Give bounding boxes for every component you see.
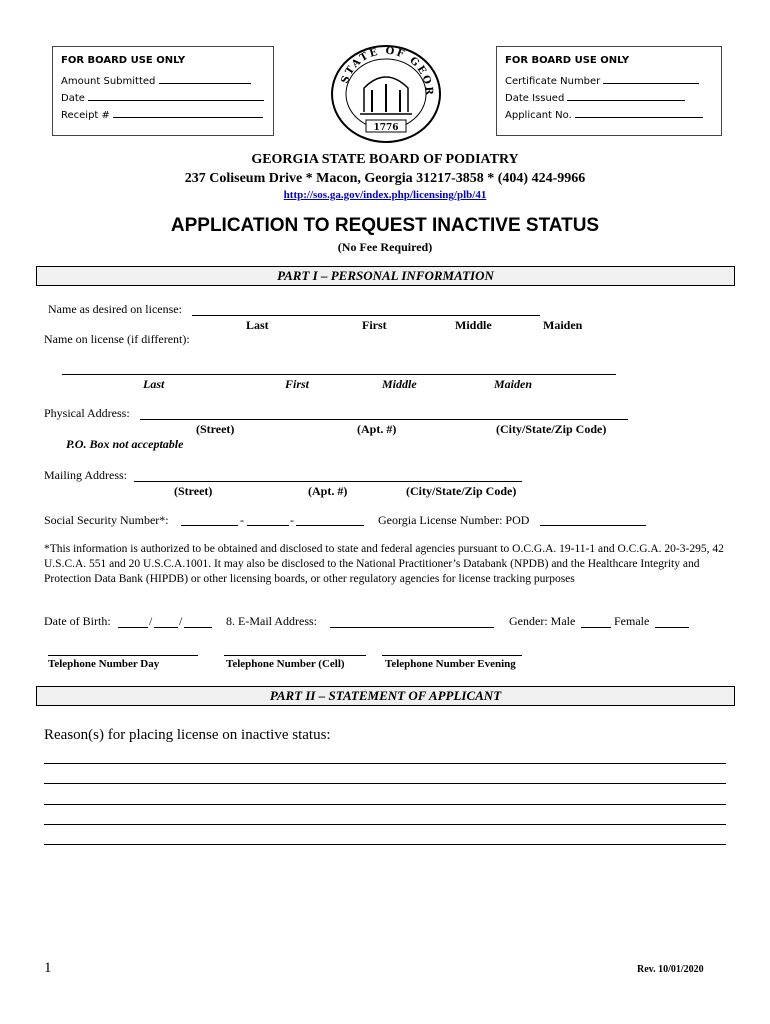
name-diff-label: Name on license (if different):	[44, 332, 190, 346]
gender-male-label: Gender: Male	[509, 614, 576, 628]
page-number: 1	[44, 960, 52, 976]
seal-year: 1776	[373, 123, 399, 133]
receipt-field[interactable]	[113, 107, 263, 118]
mailing-address-field[interactable]	[134, 481, 522, 482]
georgia-seal	[330, 44, 442, 144]
gender-female-label: Female	[614, 614, 650, 628]
ssn-field-1[interactable]	[181, 525, 238, 526]
phone-evening-field[interactable]	[382, 655, 522, 656]
name-col-middle: Middle	[455, 318, 492, 332]
name-col-last: Last	[246, 318, 269, 332]
name-col-maiden: Maiden	[543, 318, 583, 332]
reason-label: Reason(s) for placing license on inactive status:	[44, 727, 331, 743]
phone-evening-label: Telephone Number Evening	[385, 658, 516, 670]
applicant-no-label: Applicant No.	[505, 110, 572, 121]
dob-month-field[interactable]	[118, 627, 148, 628]
ssn-dash-2: -	[290, 513, 294, 527]
org-address: 237 Coliseum Drive * Macon, Georgia 31217-3858 * (404) 424-9966	[184, 171, 586, 186]
certificate-number-label: Certificate Number	[505, 76, 601, 87]
date-issued-field[interactable]	[567, 90, 685, 101]
part1-heading: PART I – PERSONAL INFORMATION	[36, 266, 735, 286]
mailing-col-city: (City/State/Zip Code)	[406, 484, 517, 498]
ssn-dash-1: -	[240, 513, 244, 527]
physical-col-apt: (Apt. #)	[357, 422, 397, 436]
name-diff-field[interactable]	[62, 374, 616, 375]
mailing-address-label: Mailing Address:	[44, 468, 127, 482]
gender-female-field[interactable]	[655, 627, 689, 628]
physical-address-label: Physical Address:	[44, 406, 130, 420]
org-name: GEORGIA STATE BOARD OF PODIATRY	[251, 152, 519, 167]
applicant-no-field[interactable]	[575, 107, 703, 118]
reason-line-5[interactable]	[44, 844, 726, 845]
date-issued-label: Date Issued	[505, 93, 565, 104]
license-number-field[interactable]	[540, 525, 646, 526]
box-title: FOR BOARD USE ONLY	[505, 55, 630, 66]
board-use-box-right	[496, 46, 722, 136]
dob-slash-1: /	[149, 614, 153, 628]
phone-day-field[interactable]	[48, 655, 198, 656]
receipt-label: Receipt #	[61, 110, 110, 121]
form-title: APPLICATION TO REQUEST INACTIVE STATUS	[170, 215, 600, 236]
phone-cell-label: Telephone Number (Cell)	[226, 658, 345, 670]
ssn-label: Social Security Number*:	[44, 513, 169, 527]
ssn-field-3[interactable]	[296, 525, 364, 526]
reason-line-1[interactable]	[44, 763, 726, 764]
revision-date: Rev. 10/01/2020	[637, 964, 704, 975]
name-diff-col-maiden: Maiden	[494, 377, 533, 391]
date-label: Date	[61, 93, 85, 104]
part2-heading: PART II – STATEMENT OF APPLICANT	[36, 686, 735, 706]
name-col-first: First	[362, 318, 387, 332]
amount-submitted-field[interactable]	[159, 73, 251, 84]
mailing-col-street: (Street)	[174, 484, 213, 498]
reason-line-2[interactable]	[44, 783, 726, 784]
board-website-link[interactable]: http://sos.ga.gov/index.php/licensing/plb/41	[283, 189, 487, 201]
phone-cell-field[interactable]	[224, 655, 366, 656]
seal-text: STATE OF GEOR	[339, 45, 435, 98]
gender-male-field[interactable]	[581, 627, 611, 628]
box-title: FOR BOARD USE ONLY	[61, 55, 186, 66]
form-subtitle: (No Fee Required)	[337, 240, 433, 254]
board-use-box-left	[52, 46, 274, 136]
amount-submitted-label: Amount Submitted	[61, 76, 156, 87]
reason-line-3[interactable]	[44, 804, 726, 805]
name-diff-col-last: Last	[143, 377, 165, 391]
reason-line-4[interactable]	[44, 824, 726, 825]
license-number-label: Georgia License Number: POD	[378, 513, 530, 527]
ssn-field-2[interactable]	[247, 525, 289, 526]
physical-address-field[interactable]	[140, 419, 628, 420]
physical-col-city: (City/State/Zip Code)	[496, 422, 607, 436]
name-diff-col-first: First	[285, 377, 310, 391]
dob-slash-2: /	[179, 614, 183, 628]
mailing-col-apt: (Apt. #)	[308, 484, 348, 498]
phone-day-label: Telephone Number Day	[48, 658, 160, 670]
dob-label: Date of Birth:	[44, 614, 111, 628]
certificate-number-field[interactable]	[603, 73, 699, 84]
dob-year-field[interactable]	[184, 627, 212, 628]
svg-text:STATE OF GEORGIA	[330, 44, 434, 97]
name-label: Name as desired on license:	[48, 302, 182, 316]
po-box-note: P.O. Box not acceptable	[66, 437, 184, 451]
dob-day-field[interactable]	[154, 627, 178, 628]
disclaimer-text: *This information is authorized to be obtained and disclosed to state and federal agencies pursuant to O.C.G.A. 19-11-1 and O.C.G.A. 20-3-295, 42 U.S.C.A. 551 and 20 U.S.C.A.1001. It may also be disclosed to the National Practitioner’s Databank (NPDB) and the Healthcare Integrity and Protection Data Bank (HIPDB) or other licensing boards, or other regulatory agencies for license tracking purposes	[44, 543, 724, 585]
email-label: 8. E-Mail Address:	[226, 614, 317, 628]
physical-col-street: (Street)	[196, 422, 235, 436]
date-field[interactable]	[88, 90, 264, 101]
name-field[interactable]	[192, 315, 540, 316]
name-diff-col-middle: Middle	[382, 377, 417, 391]
email-field[interactable]	[330, 627, 494, 628]
